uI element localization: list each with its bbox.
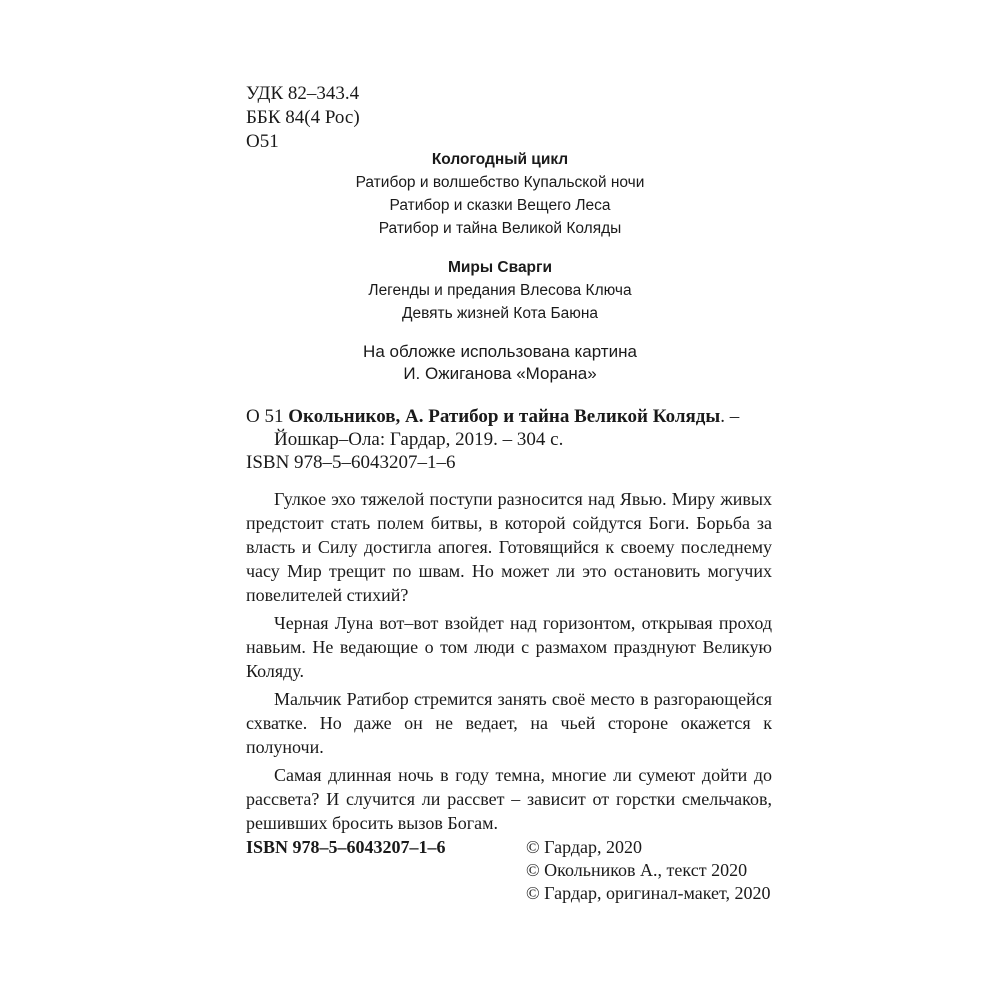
worlds-series bbox=[246, 256, 754, 325]
biblio-dash: . – bbox=[720, 406, 740, 427]
copyright-line: © Гардар, оригинал-макет, 2020 bbox=[526, 883, 771, 903]
author-index: О51 bbox=[246, 131, 279, 152]
cover-credit bbox=[246, 341, 754, 385]
annotation bbox=[246, 487, 772, 839]
annotation-paragraph: Гулкое эхо тяжелой поступи разносится над Явью. Миру живых предстоит стать полем битвы, в которой сойдутся Боги. Борьба за власть и Силу достигла апогея. Готовящийся к своему последнему часу Мир трещит по швам. Но может ли это остановить могучих повелителей стихий? bbox=[246, 489, 772, 605]
worlds-book: Легенды и предания Влесова Ключа bbox=[368, 282, 632, 299]
biblio-line-1 bbox=[246, 405, 766, 428]
cycle-book: Ратибор и сказки Вещего Леса bbox=[389, 197, 611, 214]
footer-isbn: ISBN 978–5–6043207–1–6 bbox=[246, 837, 446, 857]
worlds-title: Миры Сварги bbox=[447, 259, 553, 276]
cycle-book: Ратибор и волшебство Купальской ночи bbox=[355, 174, 645, 191]
cycle-title: Кологодный цикл bbox=[431, 151, 569, 168]
biblio-publisher: Йошкар–Ола: Гардар, 2019. – 304 с. bbox=[274, 429, 564, 450]
cover-credit-line: И. Ожиганова «Морана» bbox=[403, 364, 597, 383]
cycle-book: Ратибор и тайна Великой Коляды bbox=[378, 220, 622, 237]
biblio-code: О 51 bbox=[246, 406, 284, 427]
cover-credit-line: На обложке использована картина bbox=[363, 342, 637, 361]
annotation-paragraph: Самая длинная ночь в году темна, многие ли сумеют дойти до рассвета? И случится ли рассвет – зависит от горстки смельчаков, решивших бросить вызов Богам. bbox=[246, 765, 772, 833]
udk-code: УДК 82–343.4 bbox=[246, 83, 360, 104]
copyright-line: © Гардар, 2020 bbox=[526, 837, 643, 857]
cycle-series bbox=[246, 148, 754, 240]
copyright-block bbox=[526, 836, 771, 905]
annotation-paragraph: Черная Луна вот–вот взойдет над горизонтом, открывая проход навьим. Не ведающие о том люди с размахом празднуют Великую Коляду. bbox=[246, 613, 772, 681]
worlds-book: Девять жизней Кота Баюна bbox=[401, 305, 599, 322]
bbk-code: ББК 84(4 Рос) bbox=[246, 107, 360, 128]
biblio-author-title: Окольников, А. Ратибор и тайна Великой Коляды bbox=[288, 406, 721, 427]
copyright-line: © Окольников А., текст 2020 bbox=[526, 860, 748, 880]
biblio-isbn: ISBN 978–5–6043207–1–6 bbox=[246, 452, 456, 473]
bibliographic-record bbox=[246, 405, 766, 474]
classification-codes bbox=[246, 82, 360, 154]
annotation-paragraph: Мальчик Ратибор стремится занять своё место в разгорающейся схватке. Но даже он не ведает, на чьей стороне окажется к полуночи. bbox=[246, 689, 772, 757]
